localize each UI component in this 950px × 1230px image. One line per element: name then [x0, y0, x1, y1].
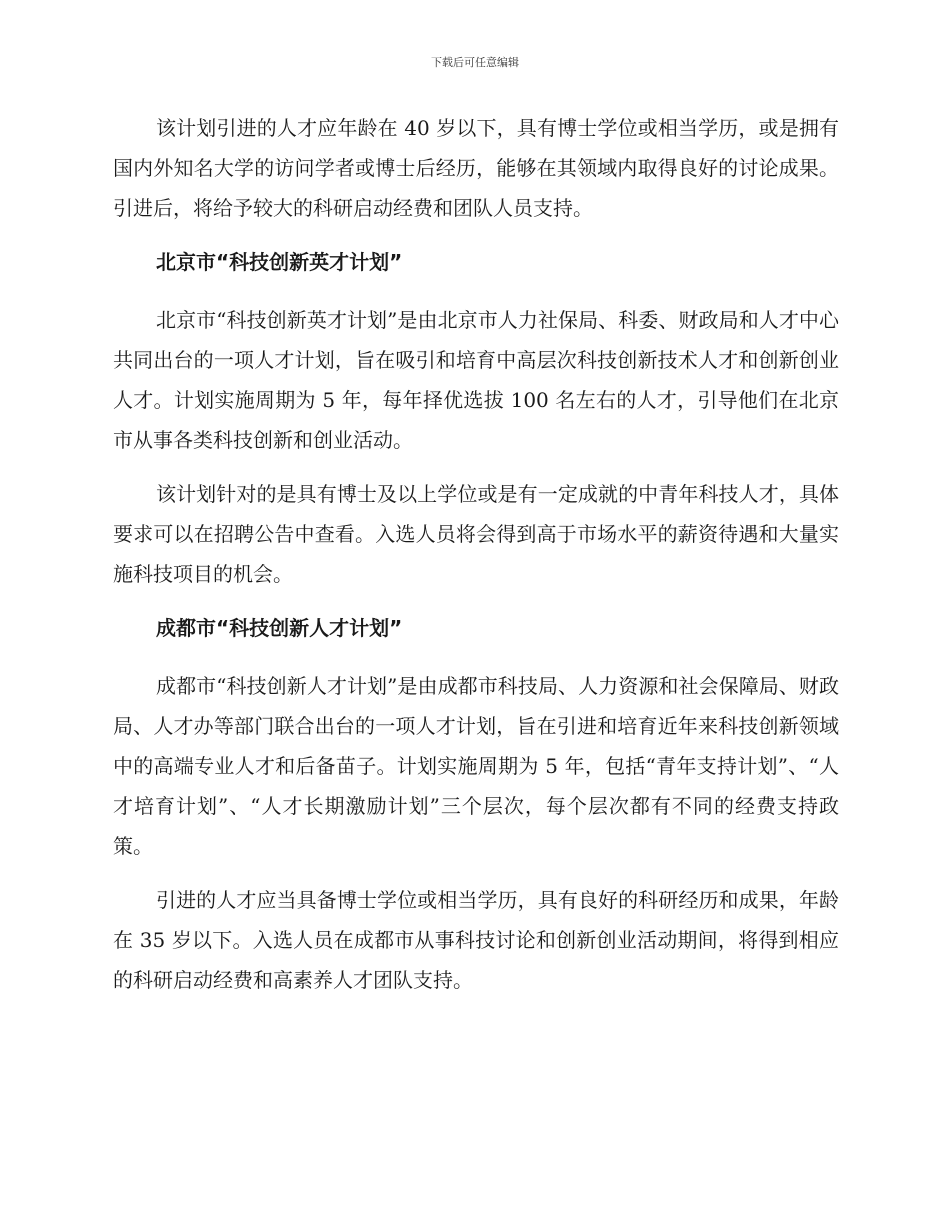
heading-chengdu-plan: 成都市“科技创新人才计划”	[156, 616, 403, 640]
paragraph-beijing-eligibility: 该计划针对的是具有博士及以上学位或是有一定成就的中青年科技人才，具体要求可以在招聘公告中查看。入选人员将会得到高于市场水平的薪资待遇和大量实施科技项目的机会。	[113, 482, 839, 586]
paragraph-talent-requirements: 该计划引进的人才应年龄在 40 岁以下，具有博士学位或相当学历，或是拥有国内外知名大学的访问学者或博士后经历，能够在其领域内取得良好的讨论成果。引进后，将给予较大的科研启动经费和团队人员支持。	[113, 116, 839, 220]
page-header: 下载后可任意编辑	[431, 56, 519, 69]
document-body	[113, 108, 839, 1014]
paragraph-chengdu-overview: 成都市“科技创新人才计划”是由成都市科技局、人力资源和社会保障局、财政局、人才办等部门联合出台的一项人才计划，旨在引进和培育近年来科技创新领域中的高端专业人才和后备苗子。计划实施周期为 5 年，包括“青年支持计划”、“人才培育计划”、“人才长期激励计划”三个层次，每个层次都有不同的经费支持政策。	[113, 674, 839, 858]
heading-beijing-plan: 北京市“科技创新英才计划”	[156, 250, 403, 274]
paragraph-chengdu-eligibility: 引进的人才应当具备博士学位或相当学历，具有良好的科研经历和成果，年龄在 35 岁以下。入选人员在成都市从事科技讨论和创新创业活动期间，将得到相应的科研启动经费和高素养人才团队支持。	[113, 888, 839, 992]
paragraph-beijing-overview: 北京市“科技创新英才计划”是由北京市人力社保局、科委、财政局和人才中心共同出台的一项人才计划，旨在吸引和培育中高层次科技创新技术人才和创新创业人才。计划实施周期为 5 年，每年择优选拔 100 名左右的人才，引导他们在北京市从事各类科技创新和创业活动。	[113, 308, 839, 452]
